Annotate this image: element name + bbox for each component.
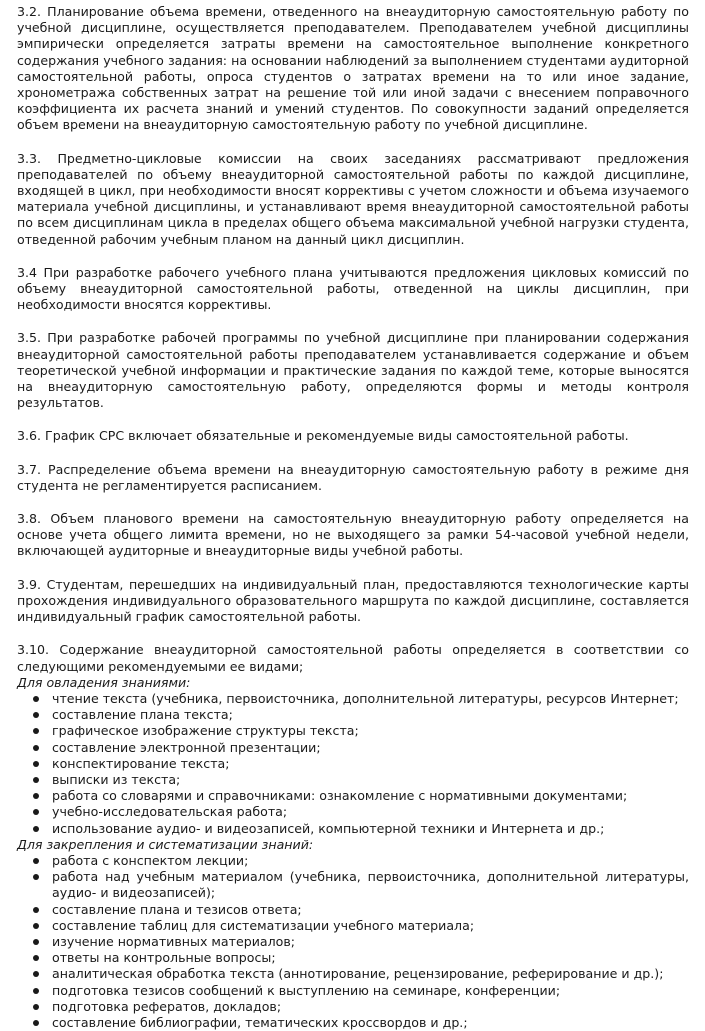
list-item: аналитическая обработка текста (аннотирование, рецензирование, реферирование и др.); — [52, 966, 689, 982]
consolidation-list — [17, 853, 689, 1031]
list-item: составление таблиц для систематизации учебного материала; — [52, 918, 689, 934]
list-item: конспектирование текста; — [52, 756, 689, 772]
bullet-icon — [33, 809, 39, 815]
list-item: ответы на контрольные вопросы; — [52, 950, 689, 966]
knowledge-list — [17, 691, 689, 837]
list-item: использование аудио- и видеозаписей, компьютерной техники и Интернета и др.; — [52, 821, 689, 837]
bullet-icon — [33, 777, 39, 783]
section-heading-consolidation: Для закрепления и систематизации знаний: — [17, 836, 314, 852]
paragraph-3-6: 3.6. График СРС включает обязательные и рекомендуемые виды самостоятельной работы. — [17, 428, 629, 444]
paragraph-3-9: 3.9. Студентам, перешедших на индивидуальный план, предоставляются технологические карты прохождения индивидуального образовательного маршрута по каждой дисциплине, составляется индивидуальный график самостоятельной работы. — [17, 576, 689, 625]
section-heading-knowledge: Для овладения знаниями: — [17, 674, 191, 690]
paragraph-3-3: 3.3. Предметно-цикловые комиссии на своих заседаниях рассматривают предложения преподавателей по объему внеаудиторной самостоятельной работы по каждой дисциплине, входящей в цикл, при необходимости вносят коррективы с учетом сложности и объема изучаемого материала учебной дисциплины, и устанавливают время внеаудиторной самостоятельной работы по всем дисциплинам цикла в пределах общего объема максимальной учебной нагрузки студента, отведенной рабочим учебным планом на данный цикл дисциплин. — [17, 150, 689, 247]
list-item: подготовка тезисов сообщений к выступлению на семинаре, конференции; — [52, 983, 689, 999]
paragraph-3-5: 3.5. При разработке рабочей программы по учебной дисциплине при планировании содержания внеаудиторной самостоятельной работы преподавателем устанавливается содержание и объем теоретической учебной информации и практические задания по каждой теме, которые выносятся на внеаудиторную самостоятельную работу, определяются формы и методы контроля результатов. — [17, 330, 689, 411]
bullet-icon — [33, 793, 39, 799]
list-item: составление плана и тезисов ответа; — [52, 902, 689, 918]
list-item: составление плана текста; — [52, 707, 689, 723]
bullet-icon — [33, 923, 39, 929]
bullet-icon — [33, 874, 39, 880]
list-item: подготовка рефератов, докладов; — [52, 999, 689, 1015]
paragraph-3-4: 3.4 При разработке рабочего учебного плана учитываются предложения цикловых комиссий по объему внеаудиторной самостоятельной работы, отведенной на циклы дисциплин, при необходимости вносятся коррективы. — [17, 264, 689, 313]
bullet-icon — [33, 907, 39, 913]
bullet-icon — [33, 988, 39, 994]
list-item: составление электронной презентации; — [52, 740, 689, 756]
list-item: учебно-исследовательская работа; — [52, 804, 689, 820]
bullet-icon — [33, 971, 39, 977]
bullet-icon — [33, 939, 39, 945]
list-item: работа над учебным материалом (учебника, первоисточника, дополнительной литературы, аудио- и видеозаписей); — [52, 869, 689, 901]
bullet-icon — [33, 955, 39, 961]
list-item: работа с конспектом лекции; — [52, 853, 689, 869]
bullet-icon — [33, 696, 39, 702]
document-page — [17, 4, 689, 1031]
list-item: выписки из текста; — [52, 772, 689, 788]
list-item: чтение текста (учебника, первоисточника, дополнительной литературы, ресурсов Интернет; — [52, 691, 689, 707]
bullet-icon — [33, 858, 39, 864]
list-item: составление библиографии, тематических кроссвордов и др.; — [52, 1015, 689, 1031]
paragraph-3-7: 3.7. Распределение объема времени на внеаудиторную самостоятельную работу в режиме дня студента не регламентируется расписанием. — [17, 461, 689, 493]
list-item: графическое изображение структуры текста; — [52, 723, 689, 739]
bullet-icon — [33, 1020, 39, 1026]
bullet-icon — [33, 728, 39, 734]
list-item: работа со словарями и справочниками: ознакомление с нормативными документами; — [52, 788, 689, 804]
bullet-icon — [33, 745, 39, 751]
paragraph-3-10: 3.10. Содержание внеаудиторной самостоятельной работы определяется в соответствии со следующими рекомендуемыми ее видами; — [17, 642, 689, 674]
paragraph-3-8: 3.8. Объем планового времени на самостоятельную внеаудиторную работу определяется на основе учета общего лимита времени, но не выходящего за рамки 54-часовой учебной недели, включающей аудиторные и внеаудиторные виды учебной работы. — [17, 511, 689, 559]
list-item: изучение нормативных материалов; — [52, 934, 689, 950]
paragraph-3-2: 3.2. Планирование объема времени, отведенного на внеаудиторную самостоятельную работу по учебной дисциплине, осуществляется преподавателем. Преподавателем учебной дисциплины эмпирически определяется затраты времени на самостоятельное выполнение конкретного содержания учебного задания: на основании наблюдений за выполнением студентами аудиторной самостоятельной работы, опроса студентов о затратах времени на то или иное задание, хронометража собственных затрат на решение той или иной задачи с внесением поправочного коэффициента их расчета знаний и умений студентов. По совокупности заданий определяется объем времени на внеаудиторную самостоятельную работу по учебной дисциплине. — [17, 4, 689, 133]
bullet-icon — [33, 712, 39, 718]
bullet-icon — [33, 826, 39, 832]
bullet-icon — [33, 761, 39, 767]
bullet-icon — [33, 1004, 39, 1010]
